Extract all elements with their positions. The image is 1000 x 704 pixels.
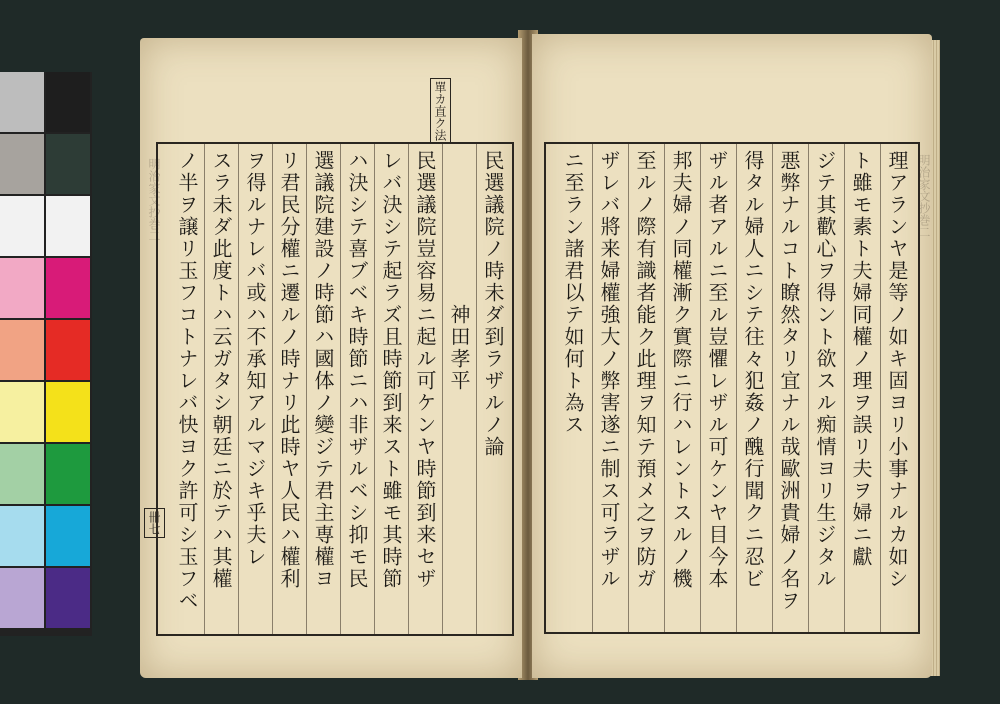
color-checker-card bbox=[0, 72, 92, 636]
white-patch bbox=[46, 196, 90, 256]
running-head: 單カ直ク法 bbox=[430, 78, 451, 144]
text-column: 民選議院ノ時未ダ到ラザルノ論 bbox=[481, 150, 505, 458]
side-label: 明治家文抄巻二 bbox=[917, 154, 931, 238]
gray-patch bbox=[0, 134, 44, 194]
pink-patch bbox=[0, 258, 44, 318]
text-column: ノ半ヲ譲リ玉フコトナレバ快ヨク許可シ玉フベ bbox=[175, 150, 199, 612]
text-column: ザレバ將来婦權強大ノ弊害遂ニ制ス可ラザル bbox=[597, 150, 621, 590]
text-column: 至ルノ際有識者能ク此理ヲ知テ預メ之ヲ防ガ bbox=[633, 150, 657, 590]
text-column: ニ至ラン諸君以テ如何ト為ス bbox=[561, 150, 585, 436]
text-column: 神田孝平 bbox=[447, 150, 471, 392]
red-patch bbox=[46, 320, 90, 380]
salmon-patch bbox=[0, 320, 44, 380]
text-column: スラ未ダ此度トハ云ガタシ朝廷ニ於テハ其權 bbox=[209, 150, 233, 590]
open-book bbox=[140, 30, 940, 680]
text-column: ハ決シテ喜ブベキ時節ニハ非ザルベシ抑モ民 bbox=[345, 150, 369, 590]
magenta-patch bbox=[46, 258, 90, 318]
text-column: リ君民分權ニ遷ルノ時ナリ此時ヤ人民ハ權利 bbox=[277, 150, 301, 590]
left-page bbox=[140, 38, 522, 678]
text-column: ジテ其歡心ヲ得ント欲スル痴情ヨリ生ジタル bbox=[813, 150, 837, 590]
yellow-patch bbox=[46, 382, 90, 442]
text-column: ザル者アルニ至ル豈懼レザル可ケンヤ目今本 bbox=[705, 150, 729, 590]
cyan-patch bbox=[46, 506, 90, 566]
text-column: 得タル婦人ニシテ往々犯姦ノ醜行聞クニ忍ビ bbox=[741, 150, 765, 590]
right-page bbox=[532, 34, 932, 678]
pale-yellow-patch bbox=[0, 382, 44, 442]
gray-patch bbox=[0, 72, 44, 132]
text-column: 選議院建設ノ時節ハ國体ノ變ジテ君主専權ヨ bbox=[311, 150, 335, 590]
text-column: 理アランヤ是等ノ如キ固ヨリ小事ナルカ如シ bbox=[885, 150, 909, 590]
pale-cyan-patch bbox=[0, 506, 44, 566]
text-column: 悪弊ナルコト瞭然タリ宜ナル哉歐洲貴婦ノ名ヲ bbox=[777, 150, 801, 612]
folio-number: 卌七 bbox=[144, 508, 165, 538]
text-column: 民選議院豈容易ニ起ル可ケンヤ時節到来セザ bbox=[413, 150, 437, 590]
lavender-patch bbox=[0, 568, 44, 628]
text-column: ヲ得ルナレバ或ハ不承知アルマジキ乎夫レ bbox=[243, 150, 267, 568]
purple-patch bbox=[46, 568, 90, 628]
white-patch bbox=[0, 196, 44, 256]
text-column: レバ決シテ起ラズ且時節到来スト雖モ其時節 bbox=[379, 150, 403, 590]
text-block bbox=[156, 142, 514, 636]
pale-green-patch bbox=[0, 444, 44, 504]
text-column: 邦夫婦ノ同權漸ク實際ニ行ハレントスルノ機 bbox=[669, 150, 693, 590]
side-label: 明治家文抄巻二 bbox=[147, 158, 161, 242]
text-column: ト雖モ素ト夫婦同權ノ理ヲ誤リ夫ヲ婦ニ獻 bbox=[849, 150, 873, 568]
black-patch bbox=[46, 72, 90, 132]
green-patch bbox=[46, 444, 90, 504]
text-block bbox=[544, 142, 920, 634]
dark-green-patch bbox=[46, 134, 90, 194]
